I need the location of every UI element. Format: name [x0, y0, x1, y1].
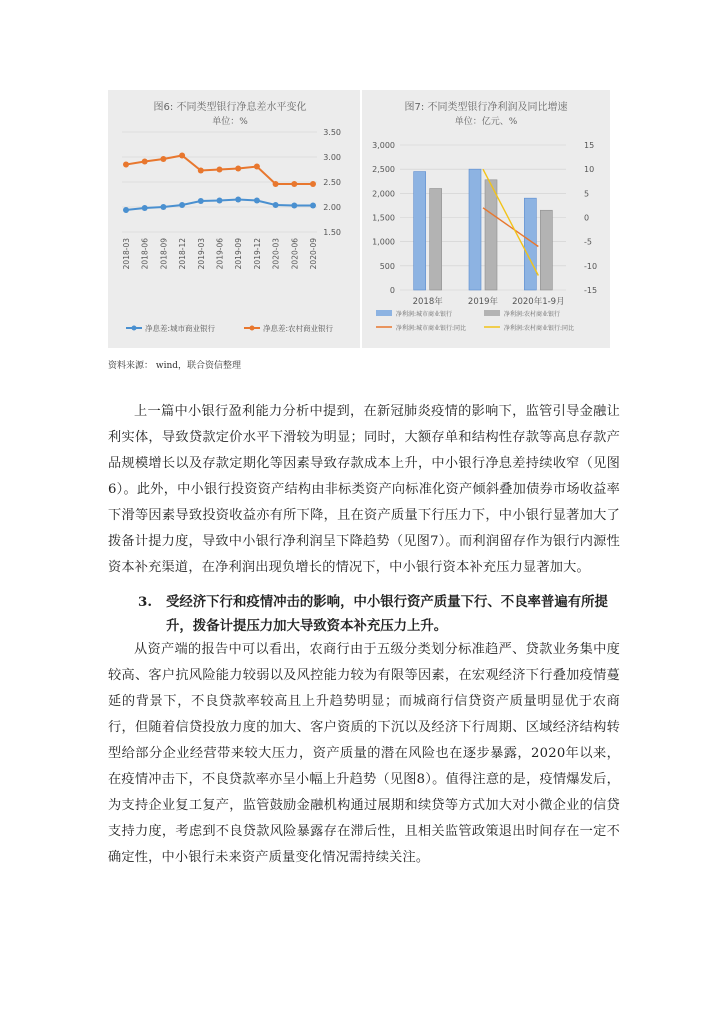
figure-7-chart	[362, 90, 610, 348]
figure-7-bar-city	[469, 169, 481, 290]
figure-6-data-point	[179, 153, 185, 159]
source-note: 资料来源： wind，联合资信整理	[108, 361, 242, 371]
figure-7-bar-city	[414, 172, 426, 290]
figure-6-legend-marker	[250, 326, 255, 331]
figure-6-x-tick: 2018-09	[159, 238, 169, 270]
figure-6-x-tick: 2020-03	[271, 238, 281, 270]
figure-7-legend-swatch	[484, 310, 500, 316]
figure-6-y-tick: 1.50	[323, 228, 341, 237]
paragraph-2: 从资产端的报告中可以看出，农商行由于五级分类划分标准趋严、贷款业务集中度较高、客户抗风险能力较弱以及风控能力较为有限等因素，在宏观经济下行叠加疫情蔓延的背景下，不良贷款率较高且上升趋势明显；而城商行信贷资产质量明显优于农商行，但随着信贷投放力度的加大、客户资质的下沉以及经济下行周期、区域经济结构转型给部分企业经营带来较大压力，资产质量的潜在风险也在逐步暴露，2020年以来，在疫情冲击下，不良贷款率亦呈小幅上升趋势（见图8）。值得注意的是，疫情爆发后，为支持企业复工复产，监管鼓励金融机构通过展期和续贷等方式加大对小微企业的信贷支持力度，考虑到不良贷款风险暴露存在滞后性，且相关监管政策退出时间存在一定不确定性，中小银行未来资产质量变化情况需持续关注。	[108, 642, 620, 865]
figure-6-data-point	[310, 203, 316, 209]
figure-6-data-point	[235, 166, 241, 172]
figure-7-y-right-tick: 0	[584, 213, 590, 223]
figure-6-data-point	[142, 205, 148, 211]
figure-6-legend-label: 净息差:农村商业银行	[263, 324, 334, 333]
figure-7-y-right-tick: -10	[584, 261, 598, 271]
figure-7-y-left-tick: 1,500	[372, 213, 395, 223]
figure-7-legend-label: 净利润:城市商业银行	[396, 311, 453, 318]
figure-7-legend-label: 净利润:城市商业银行:同比	[396, 325, 467, 332]
figure-7-y-left-tick: 500	[379, 261, 395, 271]
figure-6-unit: 单位：%	[212, 117, 248, 127]
figure-6-data-point	[179, 202, 185, 208]
figure-6-y-tick: 3.00	[323, 153, 341, 162]
figure-6-x-tick: 2018-06	[140, 238, 150, 270]
figure-6-data-point	[310, 181, 316, 187]
figure-7-legend-swatch	[376, 310, 392, 316]
figure-6-y-tick: 2.50	[323, 178, 341, 187]
figure-6-legend-label: 净息差:城市商业银行	[145, 324, 216, 333]
figure-6-data-point	[123, 162, 129, 168]
figure-6-data-point	[291, 203, 297, 209]
figure-6-x-tick: 2019-12	[252, 238, 262, 270]
figure-row	[108, 90, 610, 348]
figure-7-x-tick: 2020年1-9月	[512, 297, 565, 307]
figure-7-y-left-tick: 2,000	[372, 189, 395, 199]
figure-6-data-point	[254, 198, 260, 204]
figure-6-data-point	[254, 164, 260, 170]
figure-7-y-right-tick: -15	[584, 286, 598, 295]
figure-6-data-point	[235, 197, 241, 203]
figure-6-title: 图6: 不同类型银行净息差水平变化	[153, 102, 307, 113]
figure-6-panel	[108, 90, 360, 348]
figure-6-data-point	[160, 204, 166, 210]
figure-6-x-tick: 2018-12	[178, 238, 188, 270]
figure-7-y-left-tick: 2,500	[372, 165, 395, 175]
figure-6-x-tick: 2018-03	[122, 238, 131, 270]
figure-7-legend-label: 净利润:农村商业银行:同比	[504, 325, 575, 332]
figure-6-data-point	[217, 198, 223, 204]
figure-6-data-point	[273, 202, 279, 208]
figure-6-x-tick: 2020-09	[309, 238, 318, 270]
figure-7-unit: 单位：亿元、%	[454, 117, 518, 127]
paragraph-1: 上一篇中小银行盈利能力分析中提到，在新冠肺炎疫情的影响下，监管引导金融让利实体，导致贷款定价水平下滑较为明显；同时，大额存单和结构性存款等高息存款产品规模增长以及存款定期化等因素导致存款成本上升，中小银行净息差持续收窄（见图6）。此外，中小银行投资资产结构由非标类资产向标准化资产倾斜叠加债券市场收益率下滑等因素导致投资收益亦有所下降，且在资产质量下行压力下，中小银行显著加大了拨备计提力度，导致中小银行净利润呈下降趋势（见图7）。而利润留存作为银行内源性资本补充渠道，在净利润出现负增长的情况下，中小银行资本补充压力显著加大。	[108, 404, 620, 575]
figure-7-bar-rural	[485, 180, 497, 290]
figure-6-y-tick: 3.50	[323, 128, 341, 137]
figure-7-y-left-tick: 0	[389, 286, 395, 295]
figure-6-y-tick: 2.00	[323, 203, 341, 212]
figure-6-data-point	[291, 181, 297, 187]
figure-7-title: 图7: 不同类型银行净利润及同比增速	[404, 102, 568, 113]
figure-7-y-right-tick: -5	[584, 237, 592, 247]
figure-7-y-left-tick: 1,000	[372, 237, 395, 247]
figure-7-bar-rural	[540, 210, 552, 290]
section-heading	[108, 590, 620, 638]
figure-7-x-tick: 2019年	[467, 297, 499, 307]
figure-7-y-right-tick: 15	[584, 141, 595, 150]
figure-7-legend-label: 净利润:农村商业银行	[504, 311, 561, 318]
figure-6-x-tick: 2019-09	[234, 238, 244, 270]
figure-6-chart	[108, 90, 360, 348]
section-number: 3.	[138, 594, 152, 610]
section-heading-text: 受经济下行和疫情冲击的影响，中小银行资产质量下行、不良率普遍有所提升，拨备计提压力加大导致资本补充压力上升。	[166, 594, 608, 634]
figure-7-x-tick: 2018年	[412, 297, 443, 307]
figure-6-data-point	[160, 156, 166, 162]
figure-6-x-tick: 2019-03	[196, 238, 206, 270]
figure-7-bar-rural	[430, 189, 442, 291]
figure-7-y-left-tick: 3,000	[372, 141, 395, 150]
figure-7-y-right-tick: 10	[584, 165, 595, 175]
figure-6-x-tick: 2019-06	[215, 238, 225, 270]
figure-6-data-point	[123, 207, 129, 213]
figure-6-data-point	[217, 167, 223, 173]
figure-6-legend-marker	[132, 326, 137, 331]
figure-6-x-tick: 2020-06	[290, 238, 300, 270]
figure-6-data-point	[198, 198, 204, 204]
figure-6-data-point	[273, 181, 279, 187]
figure-7-y-right-tick: 5	[584, 189, 590, 199]
figure-7-panel	[362, 90, 610, 348]
figure-6-data-point	[198, 168, 204, 174]
figure-6-data-point	[142, 159, 148, 165]
